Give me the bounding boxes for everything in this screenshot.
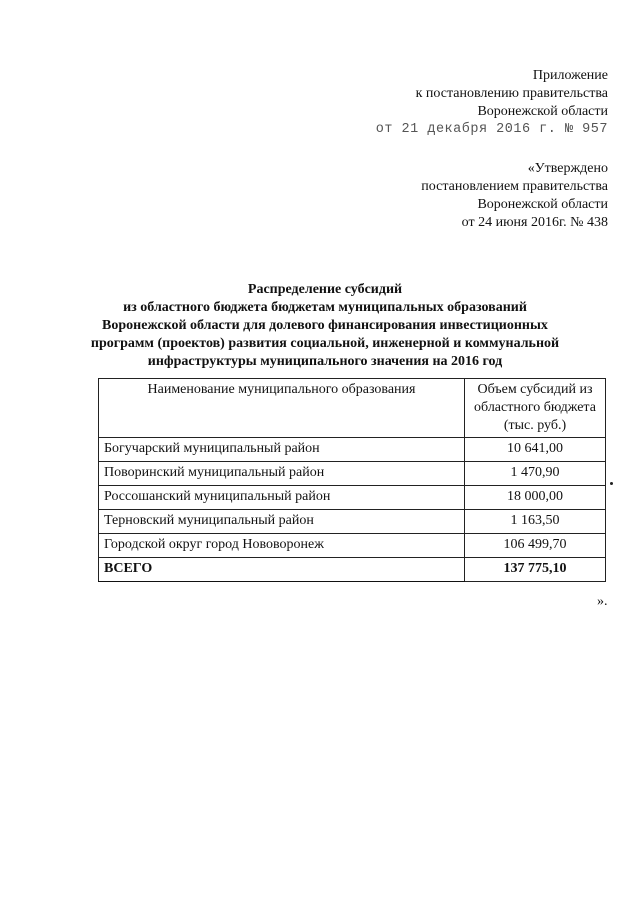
row-amount-cell: 10 641,00 [465,438,606,462]
closing-quote: ». [597,594,608,609]
table-row [99,486,606,510]
annex-date-stamp: от 21 декабря 2016 г. № 957 [375,122,608,137]
approved-block [308,160,608,232]
scan-dot-mark [610,482,613,485]
row-amount-cell: 18 000,00 [465,486,606,510]
table-row [99,534,606,558]
annex-title: Приложение [532,68,608,83]
title-line-3: Воронежской области для долевого финансирования инвестиционных [102,318,548,333]
row-name-cell: Терновский муниципальный район [99,510,465,534]
header-name-cell: Наименование муниципального образования [99,379,465,438]
row-name-cell: Россошанский муниципальный район [99,486,465,510]
table-total-row [99,558,606,582]
row-name-cell: Городской округ город Нововоронеж [99,534,465,558]
approved-line-resolution: постановлением правительства [421,179,608,194]
total-label-cell: ВСЕГО [99,558,465,582]
row-name-cell: Богучарский муниципальный район [99,438,465,462]
row-name-cell: Поворинский муниципальный район [99,462,465,486]
approved-line-region: Воронежской области [477,197,608,212]
table-header-row [99,379,606,438]
row-amount-cell: 1 470,90 [465,462,606,486]
table-row [99,510,606,534]
annex-line-resolution: к постановлению правительства [415,86,608,101]
title-line-1: Распределение субсидий [247,282,403,297]
document-title [90,281,560,371]
total-amount-cell: 137 775,10 [465,558,606,582]
subsidies-table [98,378,606,582]
row-amount-cell: 1 163,50 [465,510,606,534]
approved-title: «Утверждено [527,161,608,176]
header-amount-cell: Объем субсидий из областного бюджета (тыс. руб.) [465,379,606,438]
title-line-2: из областного бюджета бюджетам муниципальных образований [123,300,527,315]
table-row [99,438,606,462]
approved-line-date: от 24 июня 2016г. № 438 [461,215,608,230]
row-amount-cell: 106 499,70 [465,534,606,558]
annex-block [308,67,608,139]
title-line-4: программ (проектов) развития социальной, инженерной и коммунальной [90,336,560,351]
title-line-5: инфраструктуры муниципального значения на 2016 год [147,354,503,369]
annex-line-region: Воронежской области [477,104,608,119]
table-row [99,462,606,486]
